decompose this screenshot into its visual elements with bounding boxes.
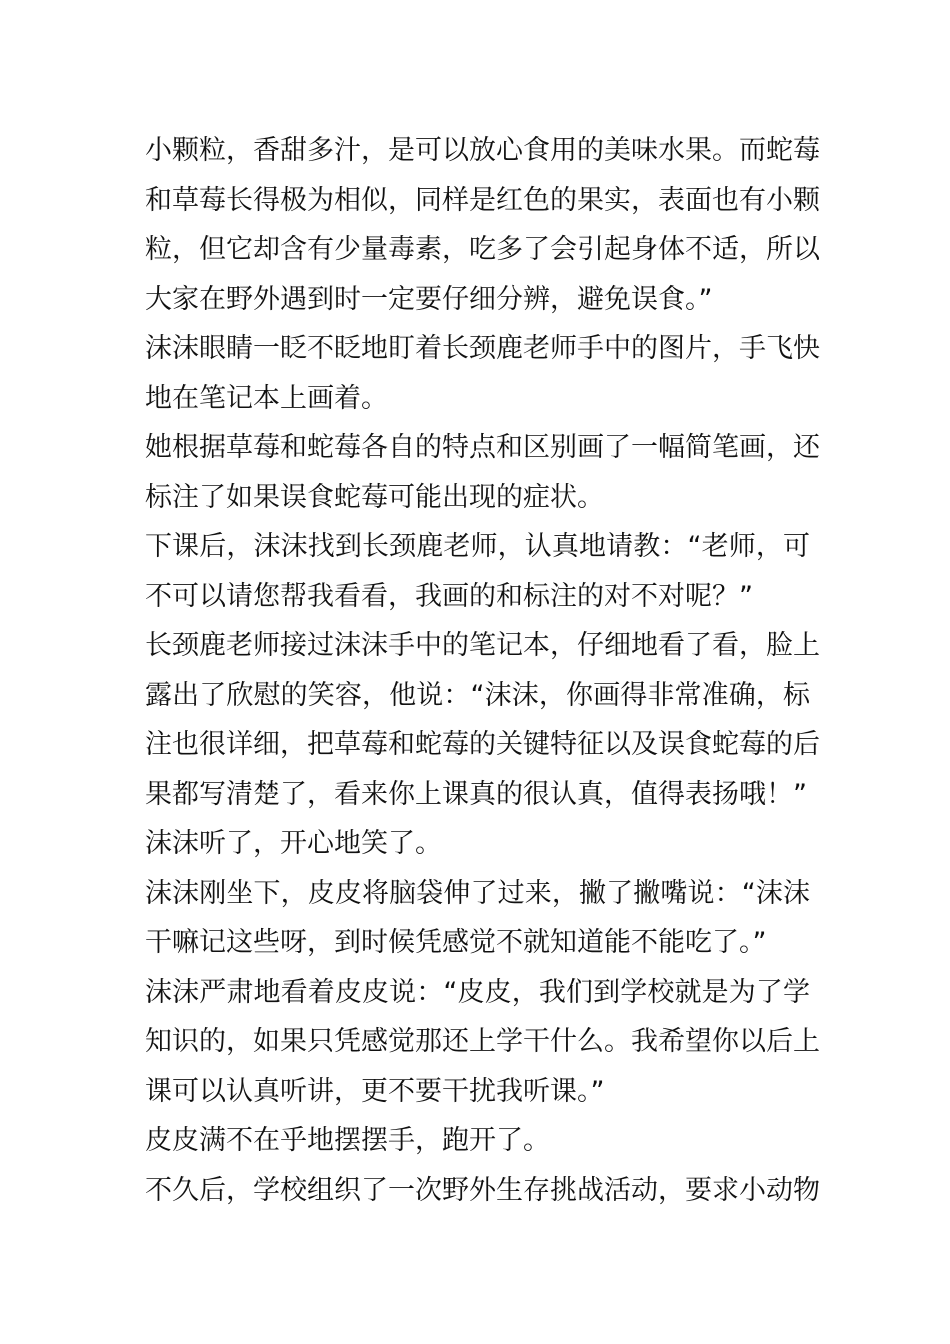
text-line: 不可以请您帮我看看，我画的和标注的对不对呢？”: [145, 580, 753, 612]
text-line: 大家在野外遇到时一定要仔细分辨，避免误食。”: [145, 283, 713, 315]
text-line: 不久后，学校组织了一次野外生存挑战活动，要求小动物: [145, 1174, 820, 1206]
text-line: 下课后，沫沫找到长颈鹿老师，认真地请教：“老师，可: [145, 531, 810, 562]
text-line: 干嘛记这些呀，到时候凭感觉不就知道能不能吃了。”: [145, 927, 767, 958]
text-line: 地在笔记本上画着。: [145, 382, 388, 414]
text-line: 粒，但它却含有少量毒素，吃多了会引起身体不适，所以: [145, 234, 820, 265]
text-line: 她根据草莓和蛇莓各自的特点和区别画了一幅简笔画，还: [145, 432, 820, 463]
text-line: 沫沫眼睛一眨不眨地盯着长颈鹿老师手中的图片，手飞快: [145, 333, 820, 364]
text-line: 和草莓长得极为相似，同样是红色的果实，表面也有小颗: [145, 184, 820, 216]
text-line: 皮皮满不在乎地摆摆手，跑开了。: [145, 1125, 550, 1156]
text-line: 注也很详细，把草莓和蛇莓的关键特征以及误食蛇莓的后: [145, 729, 820, 760]
text-line: 课可以认真听讲，更不要干扰我听课。”: [145, 1075, 605, 1107]
text-line: 长颈鹿老师接过沫沫手中的笔记本，仔细地看了看，脸上: [145, 630, 820, 661]
text-line: 果都写清楚了，看来你上课真的很认真，值得表扬哦！”: [145, 778, 807, 810]
text-line: 沫沫严肃地看着皮皮说：“皮皮，我们到学校就是为了学: [145, 976, 810, 1008]
text-line: 标注了如果误食蛇莓可能出现的症状。: [145, 481, 604, 513]
text-line: 小颗粒，香甜多汁，是可以放心食用的美味水果。而蛇莓: [145, 135, 820, 166]
text-line: 露出了欣慰的笑容，他说：“沫沫，你画得非常准确，标: [145, 679, 810, 711]
text-line: 知识的，如果只凭感觉那还上学干什么。我希望你以后上: [145, 1026, 820, 1057]
text-line: 沫沫刚坐下，皮皮将脑袋伸了过来，撇了撇嘴说：“沫沫: [145, 877, 810, 909]
story-text: [145, 126, 820, 1215]
text-line: 沫沫听了，开心地笑了。: [145, 828, 442, 859]
